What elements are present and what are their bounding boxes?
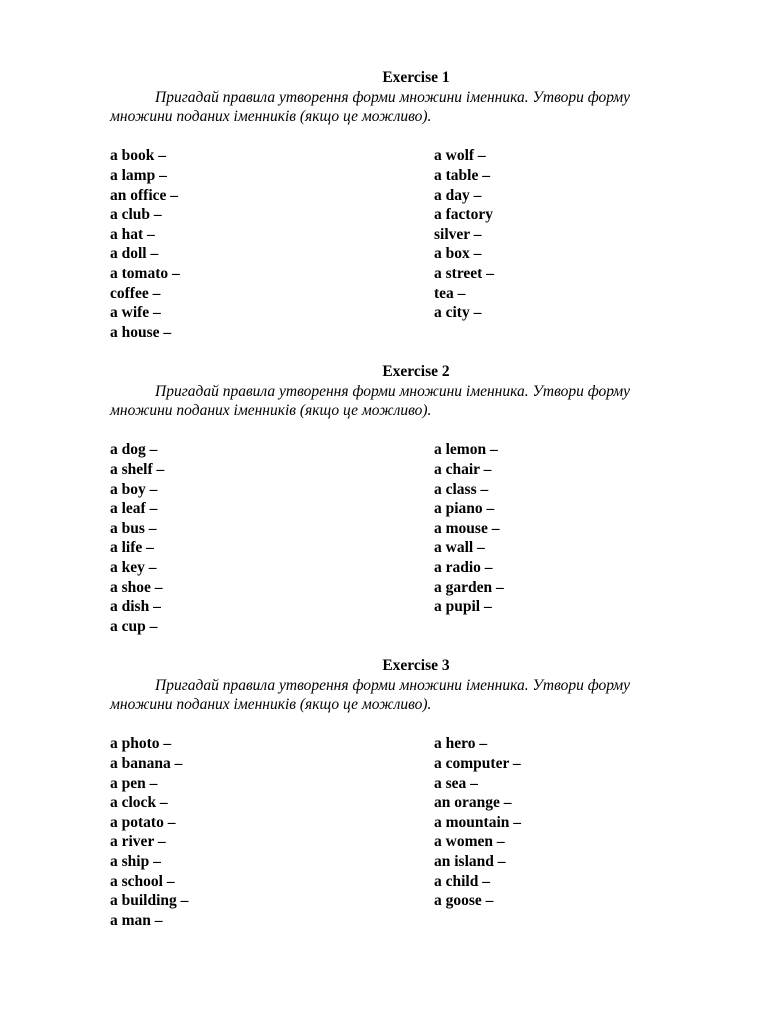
word-item: a shelf – [110,460,165,478]
instruction-line-1: Пригадай правила утворення форми множини іменника. Утвори форму [155,676,631,694]
word-column-left [110,734,188,930]
word-item: a box – [434,245,482,263]
word-item: a piano – [434,500,495,518]
word-item: a boy – [110,480,158,498]
exercise-instruction [110,382,722,421]
word-item: a cup – [110,617,158,635]
instruction-line-2: множини поданих іменників (якщо це можливо). [110,108,432,126]
word-column-left [110,146,180,342]
word-item: a garden – [434,578,504,596]
word-item: a street – [434,264,494,282]
word-item: a hero – [434,735,488,753]
word-item: a photo – [110,735,172,753]
word-item: a mouse – [434,519,500,537]
word-item: a goose – [434,892,494,910]
word-item: a school – [110,872,175,890]
word-item: a ship – [110,852,161,870]
word-item: a key – [110,558,157,576]
word-item: a house – [110,323,172,341]
exercise-1 [110,68,722,341]
word-item: a chair – [434,460,492,478]
instruction-line-2: множини поданих іменників (якщо це можливо). [110,402,432,420]
word-item: an island – [434,852,506,870]
word-item: a potato – [110,813,176,831]
word-item: a women – [434,833,505,851]
word-item: a river – [110,833,166,851]
word-item: a hat – [110,225,155,243]
exercise-title: Exercise 2 [382,363,450,380]
word-item: a lemon – [434,441,498,459]
word-item: a dish – [110,598,161,616]
word-item: a child – [434,872,490,890]
exercise-2 [110,362,722,635]
word-item: a leaf – [110,500,158,518]
word-item: a wall – [434,539,485,557]
word-item: coffee – [110,284,161,302]
word-item: a shoe – [110,578,163,596]
exercise-title: Exercise 3 [382,657,450,674]
word-item: a radio – [434,558,493,576]
word-item: a clock – [110,794,168,812]
word-item: silver – [434,225,482,243]
word-item: a pupil – [434,598,492,616]
exercise-title: Exercise 1 [382,69,450,86]
word-column-right [434,734,521,910]
word-item: a bus – [110,519,157,537]
word-item: a book – [110,147,166,165]
word-item: a dog – [110,441,158,459]
word-item: a club – [110,206,162,224]
word-item: a sea – [434,774,478,792]
instruction-line-2: множини поданих іменників (якщо це можливо). [110,696,432,714]
word-item: a table – [434,166,490,184]
word-item: a mountain – [434,813,521,831]
word-item: a building – [110,892,189,910]
word-item: a tomato – [110,264,180,282]
exercise-3 [110,656,722,929]
word-item: a class – [434,480,489,498]
word-item: an orange – [434,794,512,812]
instruction-line-1: Пригадай правила утворення форми множини іменника. Утвори форму [155,382,631,400]
instruction-line-1: Пригадай правила утворення форми множини іменника. Утвори форму [155,88,631,106]
word-item: a doll – [110,245,159,263]
word-item: an office – [110,186,179,204]
word-column-left [110,440,164,636]
exercise-instruction [110,88,722,127]
word-item: a wife – [110,304,161,322]
word-item: a wolf – [434,147,486,165]
word-item: a factory [434,206,493,224]
word-column-right [434,440,504,616]
word-item: a lamp – [110,166,167,184]
word-item: a computer – [434,754,521,772]
word-item: a city – [434,304,482,322]
word-item: a day – [434,186,482,204]
word-item: a man – [110,911,163,929]
word-item: a banana – [110,754,183,772]
word-column-right [434,146,494,322]
word-item: a life – [110,539,154,557]
exercise-instruction [110,676,722,715]
word-item: a pen – [110,774,158,792]
word-item: tea – [434,284,466,302]
